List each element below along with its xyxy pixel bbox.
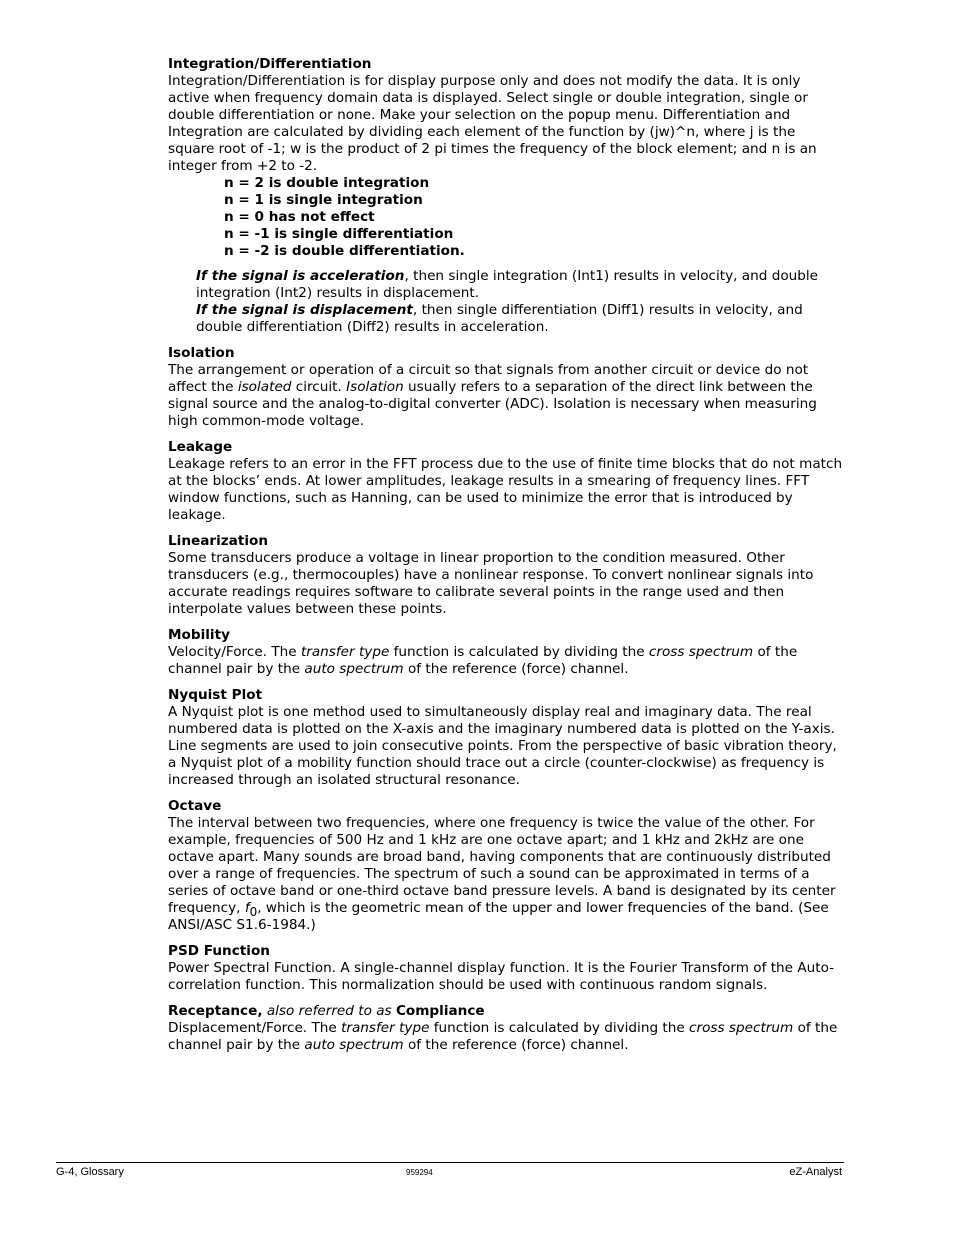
text-run: usually refers to a separation of the direct link between the signal source and the analog-to-digital converter (ADC). Isolation is necessary when measuring high common-mode voltage. bbox=[168, 379, 817, 429]
text-run: The arrangement or operation of a circuit so that signals from another circuit or device do not affect the bbox=[168, 362, 809, 395]
list-item: n = -2 is double differentiation. bbox=[224, 243, 465, 259]
title-run: Compliance bbox=[395, 1003, 485, 1019]
term-title: Linearization bbox=[168, 533, 269, 549]
term-definition: A Nyquist plot is one method used to simultaneously display real and imaginary data. The real numbered data is plotted on the X-axis and the imaginary numbered data is plotted on the Y-axis. Line segments are used to join consecutive points. From the perspective of basic vibration theory, a Nyquist plot of a mobility function should trace out a circle (counter-clockwise) as frequency is increased through an isolated structural resonance. bbox=[168, 704, 837, 788]
italic-run: auto spectrum bbox=[304, 1037, 404, 1053]
italic-run: cross spectrum bbox=[648, 644, 754, 660]
list-item: n = 0 has not effect bbox=[224, 209, 375, 225]
term-title: Integration/Differentiation bbox=[168, 56, 372, 72]
entry-octave bbox=[168, 798, 844, 934]
text-run: The interval between two frequencies, where one frequency is twice the value of the other. For example, frequencies of 500 Hz and 1 kHz are one octave apart; and 1 kHz and 2kHz are one octave apart. Many sounds are broad band, having components that are continuously distributed over a range of frequencies. The spectrum of such a sound can be approximated in terms of a series of octave band or one-third octave band pressure levels. A band is designated by its center frequency, bbox=[168, 815, 836, 916]
note-text: , then single differentiation (Diff1) results in velocity, and double differentiation (Diff2) results in acceleration. bbox=[196, 302, 803, 335]
term-definition: Integration/Differentiation is for display purpose only and does not modify the data. It is only active when frequency domain data is displayed. Select single or double integration, single or double differentiation or none. Make your selection on the popup menu. Differentiation and Integration are calculated by dividing each element of the function by (jw)^n, where j is the square root of -1; w is the product of 2 pi times the frequency of the block element; and n is an integer from +2 to -2. bbox=[168, 73, 817, 174]
note-label: If the signal is acceleration bbox=[196, 268, 405, 284]
term-definition: Some transducers produce a voltage in linear proportion to the condition measured. Other transducers (e.g., thermocouples) have a nonlinear response. To convert nonlinear signals into accurate readings requires software to calibrate several points in the range used and then interpolate values between these points. bbox=[168, 550, 814, 617]
text-run: of the reference (force) channel. bbox=[403, 1037, 629, 1053]
n-value-list bbox=[224, 175, 844, 260]
page-footer bbox=[56, 1162, 844, 1182]
term-definition bbox=[168, 362, 844, 430]
term-title: Isolation bbox=[168, 345, 235, 361]
footer-doc-number: 959294 bbox=[406, 1168, 433, 1177]
list-item: n = -1 is single differentiation bbox=[224, 226, 454, 242]
title-run: Receptance, bbox=[168, 1003, 263, 1019]
italic-run: f bbox=[244, 900, 250, 916]
term-definition: Power Spectral Function. A single-channel display function. It is the Fourier Transform of the Auto-correlation function. This normalization should be used with continuous random signals. bbox=[168, 960, 835, 993]
term-definition bbox=[168, 815, 844, 934]
note-label: If the signal is displacement bbox=[196, 302, 413, 318]
term-title: PSD Function bbox=[168, 943, 270, 959]
entry-psd bbox=[168, 943, 844, 994]
text-run: Velocity/Force. The bbox=[168, 644, 301, 660]
text-run: function is calculated by dividing the bbox=[429, 1020, 690, 1036]
alt-run: also referred to as bbox=[262, 1003, 396, 1019]
term-title: Leakage bbox=[168, 439, 233, 455]
term-definition bbox=[168, 1020, 844, 1054]
term-title: Octave bbox=[168, 798, 222, 814]
list-item: n = 2 is double integration bbox=[224, 175, 430, 191]
italic-run: cross spectrum bbox=[689, 1020, 794, 1036]
entry-receptance bbox=[168, 1003, 844, 1054]
footer-product-name: eZ-Analyst bbox=[789, 1166, 842, 1178]
text-run: circuit. bbox=[291, 379, 347, 395]
text-run: of the channel pair by the bbox=[168, 1020, 838, 1053]
displacement-note bbox=[196, 302, 844, 336]
acceleration-note bbox=[196, 268, 844, 302]
entry-integration bbox=[168, 56, 844, 336]
term-title bbox=[168, 1003, 844, 1020]
footer-page-label: G-4, Glossary bbox=[56, 1166, 124, 1178]
italic-run: Isolation bbox=[346, 379, 404, 395]
list-item: n = 1 is single integration bbox=[224, 192, 423, 208]
italic-run: transfer type bbox=[300, 644, 390, 660]
glossary-content bbox=[168, 56, 844, 1063]
subscript: 0 bbox=[249, 905, 258, 919]
italic-run: transfer type bbox=[341, 1020, 430, 1036]
term-definition: Leakage refers to an error in the FFT process due to the use of finite time blocks that do not match at the blocks’ ends. At lower amplitudes, leakage results in a smearing of frequency lines. FFT window functions, such as Hanning, can be used to minimize the error that is introduced by leakage. bbox=[168, 456, 843, 523]
note-text: , then single integration (Int1) results in velocity, and double integration (Int2) results in displacement. bbox=[196, 268, 819, 301]
italic-run: auto spectrum bbox=[304, 661, 404, 677]
entry-isolation bbox=[168, 345, 844, 430]
text-run: of the channel pair by the bbox=[168, 644, 798, 677]
entry-leakage bbox=[168, 439, 844, 524]
entry-mobility bbox=[168, 627, 844, 678]
italic-run: isolated bbox=[237, 379, 292, 395]
text-run: function is calculated by dividing the bbox=[389, 644, 649, 660]
term-title: Nyquist Plot bbox=[168, 687, 263, 703]
text-run: , which is the geometric mean of the upper and lower frequencies of the band. (See ANSI/ASC S1.6-1984.) bbox=[168, 900, 829, 933]
term-definition bbox=[168, 644, 844, 678]
text-run: Displacement/Force. The bbox=[168, 1020, 342, 1036]
entry-nyquist bbox=[168, 687, 844, 789]
text-run: of the reference (force) channel. bbox=[403, 661, 629, 677]
term-title: Mobility bbox=[168, 627, 230, 643]
entry-linearization bbox=[168, 533, 844, 618]
